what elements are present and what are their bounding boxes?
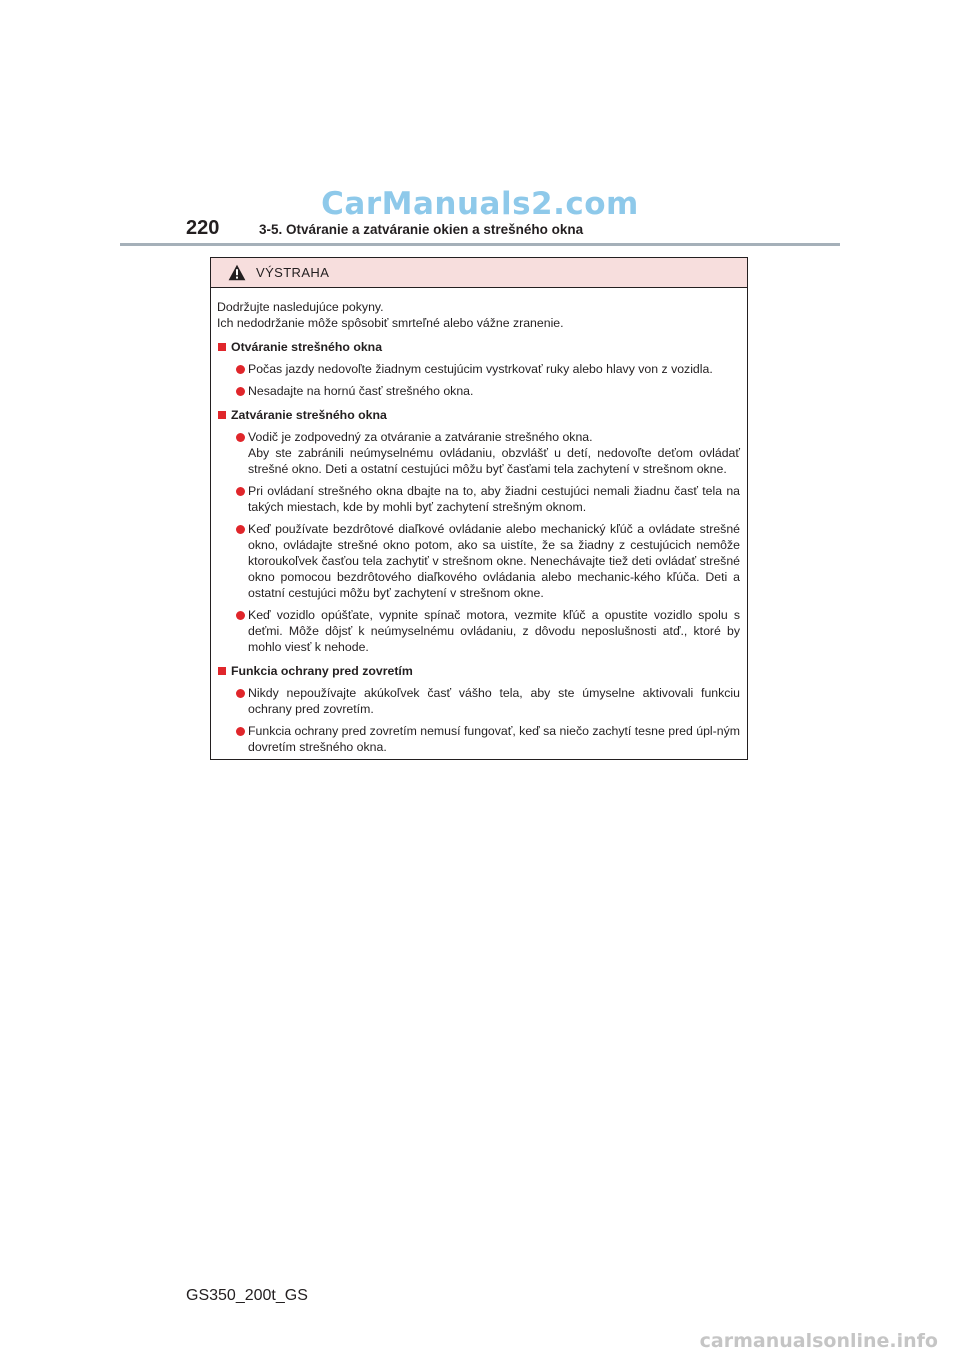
warning-section <box>217 339 741 399</box>
section-title: 3-5. Otváranie a zatváranie okien a strešného okna <box>259 222 584 237</box>
list-item-text: Nikdy nepoužívajte akúkoľvek časť vášho tela, aby ste úmyselne aktivovali funkciu ochrany pred zovretím. <box>248 686 740 716</box>
list-item-text: Vodič je zodpovedný za otváranie a zatváranie strešného okna. <box>248 430 593 444</box>
intro-line: Ich nedodržanie môže spôsobiť smrteľné alebo vážne zranenie. <box>217 316 564 330</box>
warning-intro <box>217 299 741 331</box>
list-item-text: Keď vozidlo opúšťate, vypnite spínač motora, vezmite kľúč a opustite vozidlo spolu s deťmi. Môže dôjsť k neúmyselnému ovládaniu, z dôvodu neposlušnosti atď., ktoré by mohlo viesť k nehode. <box>248 608 740 654</box>
round-bullet-icon <box>236 611 245 620</box>
list-item <box>217 383 741 399</box>
round-bullet-icon <box>236 433 245 442</box>
model-code: GS350_200t_GS <box>186 1287 308 1304</box>
section-heading-text: Funkcia ochrany pred zovretím <box>231 664 413 678</box>
list-item-text: Keď používate bezdrôtové diaľkové ovládanie alebo mechanický kľúč a ovládate strešné okno, ovládajte strešné okno potom, ako sa uistíte, že sa žiadny z cestujúcich nemôže ktoroukoľvek časťou tela zachytiť v strešnom okne. Nenechávajte tiež deti ovládať strešné okno pomocou bezdrôtového diaľkového ovládania alebo mechanic-kého kľúča. Deti a ostatní cestujúci môžu byť zachytení v strešnom okne. <box>248 522 740 600</box>
watermark-url-bottom: carmanualsonline.info <box>699 1330 938 1352</box>
warning-title: VÝSTRAHA <box>256 265 330 280</box>
square-bullet-icon <box>218 343 226 351</box>
warning-header <box>211 258 747 288</box>
list-item <box>217 429 741 477</box>
warning-section <box>217 407 741 655</box>
list-item <box>217 607 741 655</box>
list-item-text: Počas jazdy nedovoľte žiadnym cestujúcim vystrkovať ruky alebo hlavy von z vozidla. <box>248 362 713 376</box>
list-item <box>217 483 741 515</box>
round-bullet-icon <box>236 487 245 496</box>
round-bullet-icon <box>236 365 245 374</box>
warning-section <box>217 663 741 755</box>
round-bullet-icon <box>236 387 245 396</box>
section-heading-text: Otváranie strešného okna <box>231 340 383 354</box>
page-number: 220 <box>186 217 220 239</box>
list-item <box>217 723 741 755</box>
header-rule <box>120 243 840 246</box>
list-item-text: Funkcia ochrany pred zovretím nemusí fungovať, keď sa niečo zachytí tesne pred úpl-ným dovretím strešného okna. <box>248 724 740 754</box>
warning-box <box>210 257 748 760</box>
section-heading <box>217 339 741 355</box>
intro-line: Dodržujte nasledujúce pokyny. <box>217 300 384 314</box>
watermark-logo-top: CarManuals2.com <box>321 186 639 222</box>
list-item-text: Pri ovládaní strešného okna dbajte na to, aby žiadni cestujúci nemali žiadnu časť tela na takých miestach, kde by mohli byť zachytení strešným oknom. <box>248 484 740 514</box>
list-item <box>217 685 741 717</box>
list-item <box>217 361 741 377</box>
round-bullet-icon <box>236 727 245 736</box>
list-item-text: Aby ste zabránili neúmyselnému ovládaniu, obzvlášť u detí, nedovoľte deťom ovládať strešné okno. Deti a ostatní cestujúci môžu byť časťami tela zachytení v strešnom okne. <box>248 446 740 476</box>
section-heading <box>217 407 741 423</box>
list-item <box>217 521 741 601</box>
warning-triangle-icon <box>228 264 246 281</box>
list-item-text: Nesadajte na hornú časť strešného okna. <box>248 384 474 398</box>
section-heading <box>217 663 741 679</box>
warning-body <box>211 288 747 755</box>
round-bullet-icon <box>236 689 245 698</box>
square-bullet-icon <box>218 411 226 419</box>
square-bullet-icon <box>218 667 226 675</box>
section-heading-text: Zatváranie strešného okna <box>231 408 387 422</box>
round-bullet-icon <box>236 525 245 534</box>
